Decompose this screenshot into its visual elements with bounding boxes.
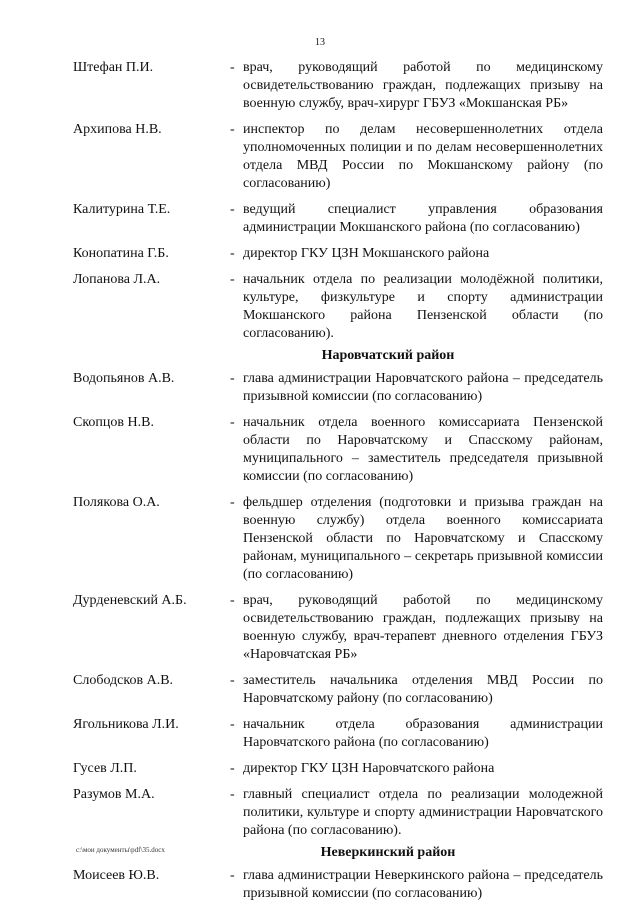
member-name: Штефан П.И. xyxy=(73,60,154,75)
member-name: Водопьянов А.В. xyxy=(73,371,175,386)
member-role: врач, руководящий работой по медицинскому освидетельствованию граждан, подлежащих призыву на военную службу, врач-терапевт дневного отделения ГБУЗ «Наровчатская РБ» xyxy=(243,593,603,662)
member-role: заместитель начальника отделения МВД России по Наровчатскому району (по согласованию) xyxy=(243,673,603,706)
commission-member-entry xyxy=(73,867,603,903)
member-name: Полякова О.А. xyxy=(73,495,160,510)
commission-member-entry xyxy=(73,414,603,486)
commission-member-entry xyxy=(73,672,603,708)
dash-separator: - xyxy=(230,495,235,510)
member-name: Конопатина Г.Б. xyxy=(73,246,169,261)
dash-separator: - xyxy=(230,868,235,883)
member-role: директор ГКУ ЦЗН Мокшанского района xyxy=(243,246,490,261)
member-name: Калитурина Т.Е. xyxy=(73,202,171,217)
dash-separator: - xyxy=(230,122,235,137)
member-role: начальник отдела образования администрации Наровчатского района (по согласованию) xyxy=(243,717,603,750)
member-role: инспектор по делам несовершеннолетних отдела уполномоченных полиции и по делам несовершеннолетних отдела МВД России по Мокшанскому району (по согласованию) xyxy=(243,122,603,191)
section-heading: Наровчатский район xyxy=(321,348,455,363)
document-body xyxy=(73,59,603,911)
commission-member-entry xyxy=(73,201,603,237)
member-name: Моисеев Ю.В. xyxy=(73,868,160,883)
commission-member-entry xyxy=(73,786,603,840)
member-role: начальник отдела военного комиссариата Пензенской области по Наровчатскому и Спасскому районам, муниципального – заместитель председателя призывной комиссии (по согласованию) xyxy=(243,415,603,484)
member-role: ведущий специалист управления образования администрации Мокшанского района (по согласованию) xyxy=(243,202,603,235)
dash-separator: - xyxy=(230,202,235,217)
commission-member-entry xyxy=(73,121,603,193)
dash-separator: - xyxy=(230,787,235,802)
member-role: директор ГКУ ЦЗН Наровчатского района xyxy=(243,761,495,776)
dash-separator: - xyxy=(230,415,235,430)
member-name: Архипова Н.В. xyxy=(73,122,162,137)
dash-separator: - xyxy=(230,246,235,261)
member-name: Скопцов Н.В. xyxy=(73,415,154,430)
section-heading: Неверкинский район xyxy=(320,845,456,860)
member-name: Гусев Л.П. xyxy=(73,761,137,776)
commission-member-entry xyxy=(73,271,603,343)
member-name: Ягольникова Л.И. xyxy=(73,717,179,732)
member-name: Слободсков А.В. xyxy=(73,673,174,688)
commission-member-entry xyxy=(73,494,603,584)
dash-separator: - xyxy=(230,371,235,386)
commission-member-entry xyxy=(73,716,603,752)
commission-member-entry xyxy=(73,592,603,664)
member-name: Дурденевский А.Б. xyxy=(73,593,187,608)
member-role: врач, руководящий работой по медицинскому освидетельствованию граждан, подлежащих призыву на военную службу, врач-хирург ГБУЗ «Мокшанская РБ» xyxy=(243,60,603,111)
member-role: глава администрации Неверкинского района – председатель призывной комиссии (по согласованию) xyxy=(243,868,603,901)
commission-member-entry xyxy=(73,245,603,263)
member-role: глава администрации Наровчатского района – председатель призывной комиссии (по согласованию) xyxy=(243,371,603,404)
commission-member-entry xyxy=(73,760,603,778)
member-role: фельдшер отделения (подготовки и призыва граждан на военную службу) отдела военного комиссариата Пензенской области по Наровчатскому и Спасскому районам, муниципального – секретарь призывной комиссии (по согласованию) xyxy=(243,495,603,582)
member-role: главный специалист отдела по реализации молодежной политики, культуре и спорту администрации Наровчатского района (по согласованию). xyxy=(243,787,603,838)
dash-separator: - xyxy=(230,272,235,287)
dash-separator: - xyxy=(230,673,235,688)
dash-separator: - xyxy=(230,593,235,608)
member-name: Лопанова Л.А. xyxy=(73,272,161,287)
member-role: начальник отдела по реализации молодёжной политики, культуре, физкультуре и спорту администрации Мокшанского района Пензенской области (по согласованию). xyxy=(243,272,603,341)
dash-separator: - xyxy=(230,717,235,732)
dash-separator: - xyxy=(230,761,235,776)
member-name: Разумов М.А. xyxy=(73,787,155,802)
dash-separator: - xyxy=(230,60,235,75)
commission-member-entry xyxy=(73,59,603,113)
footer-file-path: c:\мои документы\pdf\35.docx xyxy=(76,846,165,854)
commission-member-entry xyxy=(73,370,603,406)
page-number: 13 xyxy=(315,37,325,48)
